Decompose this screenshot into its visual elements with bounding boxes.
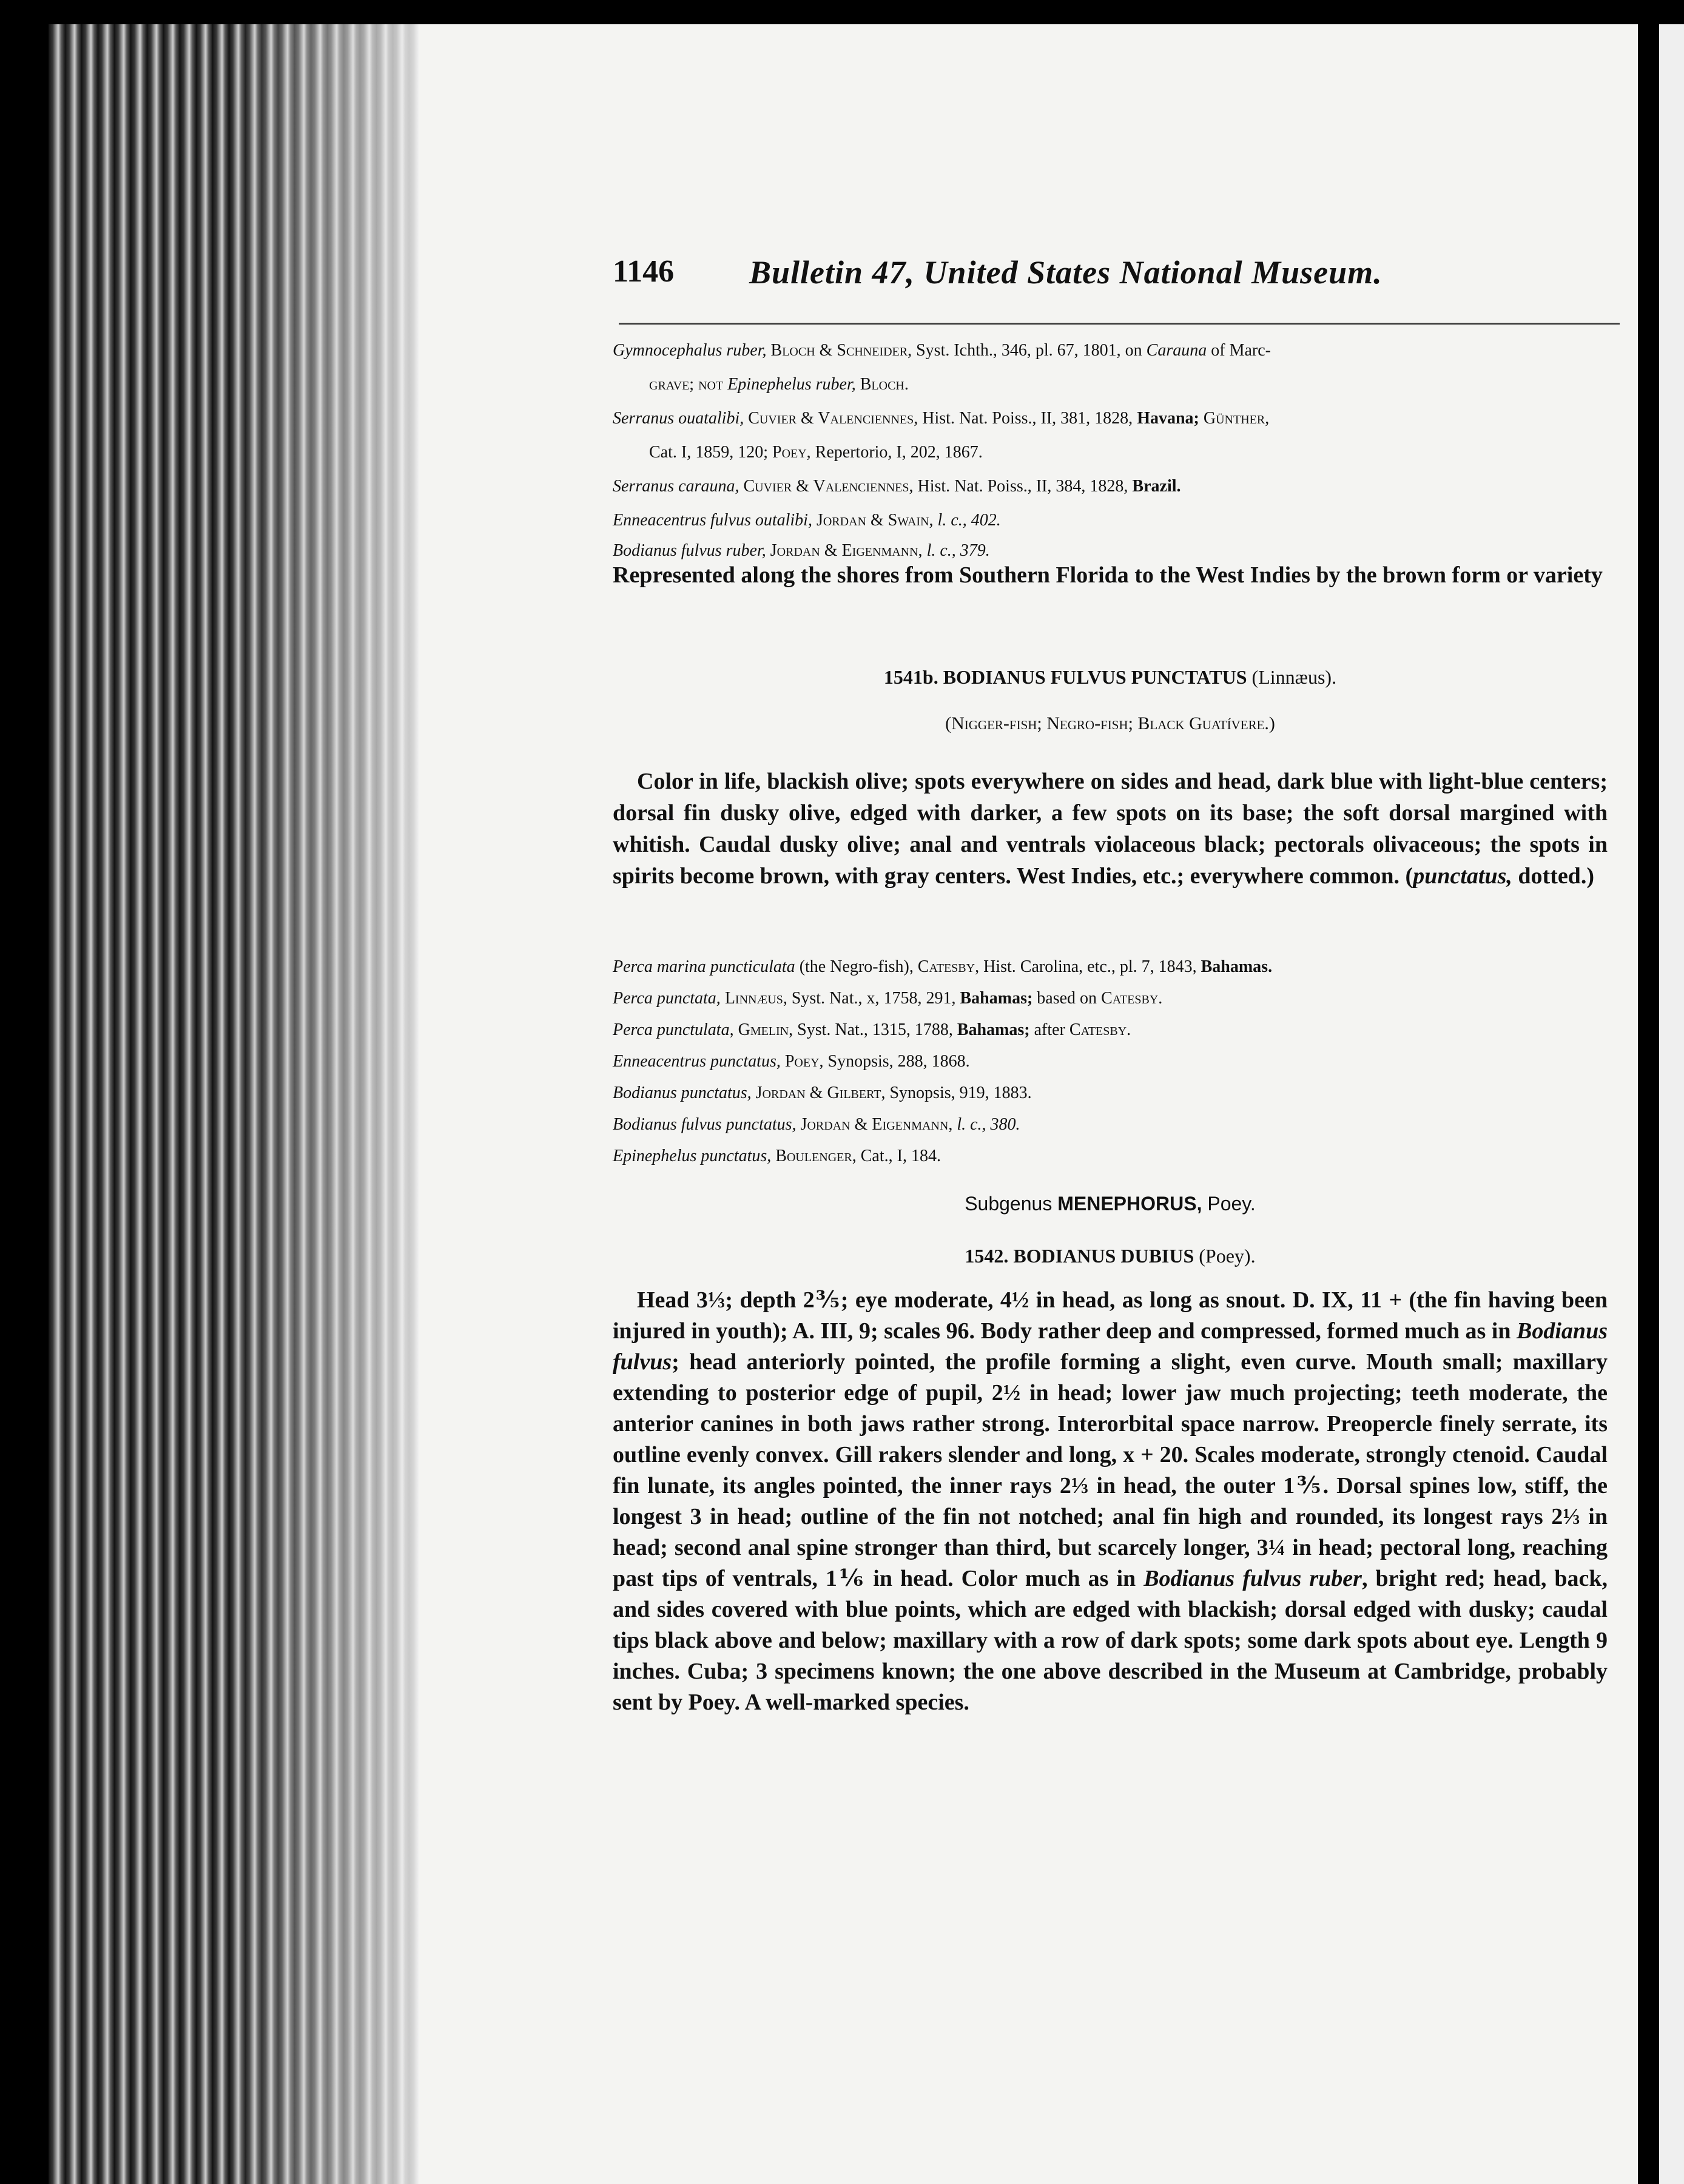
authority: Poey, <box>784 1052 824 1071</box>
authority: Jordan & Swain, <box>816 511 934 530</box>
continuation-tail: Bloch. <box>860 375 909 394</box>
synonymy-entry <box>613 1077 1608 1109</box>
species-author: (Linnæus). <box>1251 666 1337 688</box>
synonymy-entry <box>613 1046 1608 1077</box>
page-number: 1146 <box>613 254 675 289</box>
subgenus-heading <box>613 1193 1608 1215</box>
reference-tail: of Marc- <box>1211 341 1271 360</box>
continuation-italic: Epinephelus ruber, <box>727 375 856 394</box>
header-rule <box>619 323 1620 325</box>
taxon-reference: Bodianus fulvus <box>613 1318 1608 1375</box>
authority: Boulenger, <box>775 1147 857 1165</box>
reference: l. c., 402. <box>937 511 1001 530</box>
continuation-authority: Poey, <box>772 443 811 462</box>
locality: Bahamas; <box>960 989 1033 1008</box>
reference: Hist. Nat. Poiss., II, 381, 1828, <box>922 409 1133 428</box>
description-text: Color in life, blackish olive; spots everywhere on sides and head, dark blue with light-blue centers; dorsal fin dusky olive, edged with darker, a few spots on its base; the soft dorsal margined with whitish. Caudal dusky olive; anal and ventrals violaceous black; pectorals olivaceous; the spots in spirits become brown, with gray centers. West Indies, etc.; everywhere common. ( <box>613 769 1608 889</box>
species-number: 1542. <box>965 1245 1009 1267</box>
reference: Syst. Ichth., 346, pl. 67, 1801, on <box>916 341 1142 360</box>
continuation: grave; not <box>649 375 724 394</box>
authority: Gmelin, <box>738 1020 793 1039</box>
continuation-tail: Repertorio, I, 202, 1867. <box>815 443 983 462</box>
authority: Linnæus, <box>724 989 787 1008</box>
authority: Cuvier & Valenciennes, <box>743 477 914 496</box>
reference: Syst. Nat., x, 1758, 291, <box>791 989 956 1008</box>
reference: (the Negro-fish), <box>799 957 914 976</box>
synonymy-entry <box>613 1141 1608 1172</box>
locality: Bahamas; <box>957 1020 1030 1039</box>
reference: Syst. Nat., 1315, 1788, <box>797 1020 953 1039</box>
taxon-name: Gymnocephalus ruber, <box>613 341 767 360</box>
authority-2: Catesby. <box>1069 1020 1131 1039</box>
authority: Jordan & Gilbert, <box>755 1084 886 1102</box>
facing-page-edge <box>1659 24 1684 2184</box>
paragraph-distribution: Represented along the shores from Southern Florida to the West Indies by the brown form or variety <box>613 562 1603 588</box>
reference-2: based on <box>1037 989 1097 1008</box>
taxon-name: Bodianus fulvus punctatus, <box>613 1115 797 1134</box>
synonymy-entry <box>613 504 1608 538</box>
species-name: BODIANUS FULVUS PUNCTATUS <box>943 666 1247 688</box>
authority: Catesby, <box>917 957 980 976</box>
continuation: Cat. I, 1859, 120; <box>649 443 768 462</box>
species-number: 1541b. <box>883 666 938 688</box>
locality: Havana; <box>1137 409 1199 428</box>
description-text: ; head anteriorly pointed, the profile forming a slight, even curve. Mouth small; maxillary extending to posterior edge of pupil, 2½ in head; lower jaw much projecting; teeth moderate, the anterior canines in both jaws rather strong. Interorbital space narrow. Preopercle finely serrate, its outline evenly convex. Gill rakers slender and long, x + 20. Scales moderate, strongly ctenoid. Caudal fin lunate, its angles pointed, the inner rays 2⅓ in head, the outer 1⅗. Dorsal spines low, stiff, the longest 3 in head; outline of the fin not notched; anal fin high and rounded, its longest rays 2⅓ in head; second anal spine stronger than third, but scarcely longer, 3¼ in head; pectoral long, reaching past tips of ventrals, 1⅙ in head. Color much as in <box>613 1349 1608 1591</box>
taxon-name: Enneacentrus fulvus outalibi, <box>613 511 812 530</box>
common-names: (Nigger-fish; Negro-fish; Black Guatívere.) <box>945 713 1275 733</box>
taxon-name: Bodianus punctatus, <box>613 1084 752 1102</box>
species-heading <box>613 1245 1608 1267</box>
taxon-name: Perca punctulata, <box>613 1020 734 1039</box>
locality: Bahamas. <box>1201 957 1273 976</box>
reference: Hist. Nat. Poiss., II, 384, 1828, <box>917 477 1128 496</box>
authority: Bloch & Schneider, <box>770 341 912 360</box>
reference: Synopsis, 288, 1868. <box>827 1052 970 1071</box>
taxon-name: Epinephelus punctatus, <box>613 1147 772 1165</box>
running-head: Bulletin 47, United States National Museum. <box>749 254 1383 291</box>
book-gutter-shadow <box>231 24 419 2184</box>
synonymy-entry <box>613 983 1608 1014</box>
taxon-reference: Bodianus fulvus ruber <box>1143 1566 1362 1591</box>
taxon-name: Enneacentrus punctatus, <box>613 1052 781 1071</box>
reference-italic: Carauna <box>1146 341 1207 360</box>
subgenus-author: Poey. <box>1207 1193 1256 1215</box>
synonymy-entry <box>613 1014 1608 1046</box>
synonymy-entry <box>613 470 1608 504</box>
taxon-name: Serranus ouatalibi, <box>613 409 744 428</box>
synonymy-entry <box>613 402 1608 470</box>
species-name: BODIANUS DUBIUS <box>1013 1245 1194 1267</box>
species-description <box>613 766 1608 892</box>
page-header <box>613 254 1608 302</box>
reference-2: after <box>1034 1020 1065 1039</box>
taxon-name: Perca punctata, <box>613 989 721 1008</box>
description-end: dotted.) <box>1512 863 1594 889</box>
etymology: punctatus, <box>1413 863 1512 889</box>
synonymy-entry <box>613 951 1608 983</box>
authority-2: Catesby. <box>1101 989 1163 1008</box>
taxon-name: Serranus carauna, <box>613 477 739 496</box>
locality: Brazil. <box>1132 477 1181 496</box>
reference-2: Hist. Carolina, etc., pl. 7, 1843, <box>983 957 1197 976</box>
reference: l. c., 379. <box>926 541 990 560</box>
description-text: , bright red; head, back, and sides covered with blue points, which are edged with blackish; dorsal edged with dusky; caudal tips black above and below; maxillary with a row of dark spots; some dark spots about eye. Length 9 inches. Cuba; 3 specimens known; the one above described in the Museum at Cambridge, probably sent by Poey. A well-marked species. <box>613 1566 1608 1715</box>
reference: Cat., I, 184. <box>860 1147 941 1165</box>
description-text: Head 3⅓; depth 2⅗; eye moderate, 4½ in head, as long as snout. D. IX, 11 + (the fin having been injured in youth); A. III, 9; scales 96. Body rather deep and compressed, formed much as in <box>613 1287 1608 1344</box>
species-heading <box>613 666 1608 689</box>
subgenus-label: Subgenus <box>965 1193 1052 1215</box>
authority: Jordan & Eigenmann, <box>800 1115 953 1134</box>
species-author: (Poey). <box>1199 1245 1256 1267</box>
synonymy-entry <box>613 1109 1608 1141</box>
species-description <box>613 1285 1608 1718</box>
synonymy-entry <box>613 334 1608 402</box>
authority: Jordan & Eigenmann, <box>770 541 923 560</box>
reference-tail: Günther, <box>1203 409 1270 428</box>
taxon-name: Bodianus fulvus ruber, <box>613 541 766 560</box>
synonymy-list <box>613 951 1608 1172</box>
subgenus-name: MENEPHORUS, <box>1057 1193 1202 1215</box>
authority: Cuvier & Valenciennes, <box>748 409 918 428</box>
reference: Synopsis, 919, 1883. <box>889 1084 1032 1102</box>
taxon-name: Perca marina puncticulata <box>613 957 795 976</box>
reference: l. c., 380. <box>957 1115 1020 1134</box>
book-page <box>419 24 1638 2184</box>
